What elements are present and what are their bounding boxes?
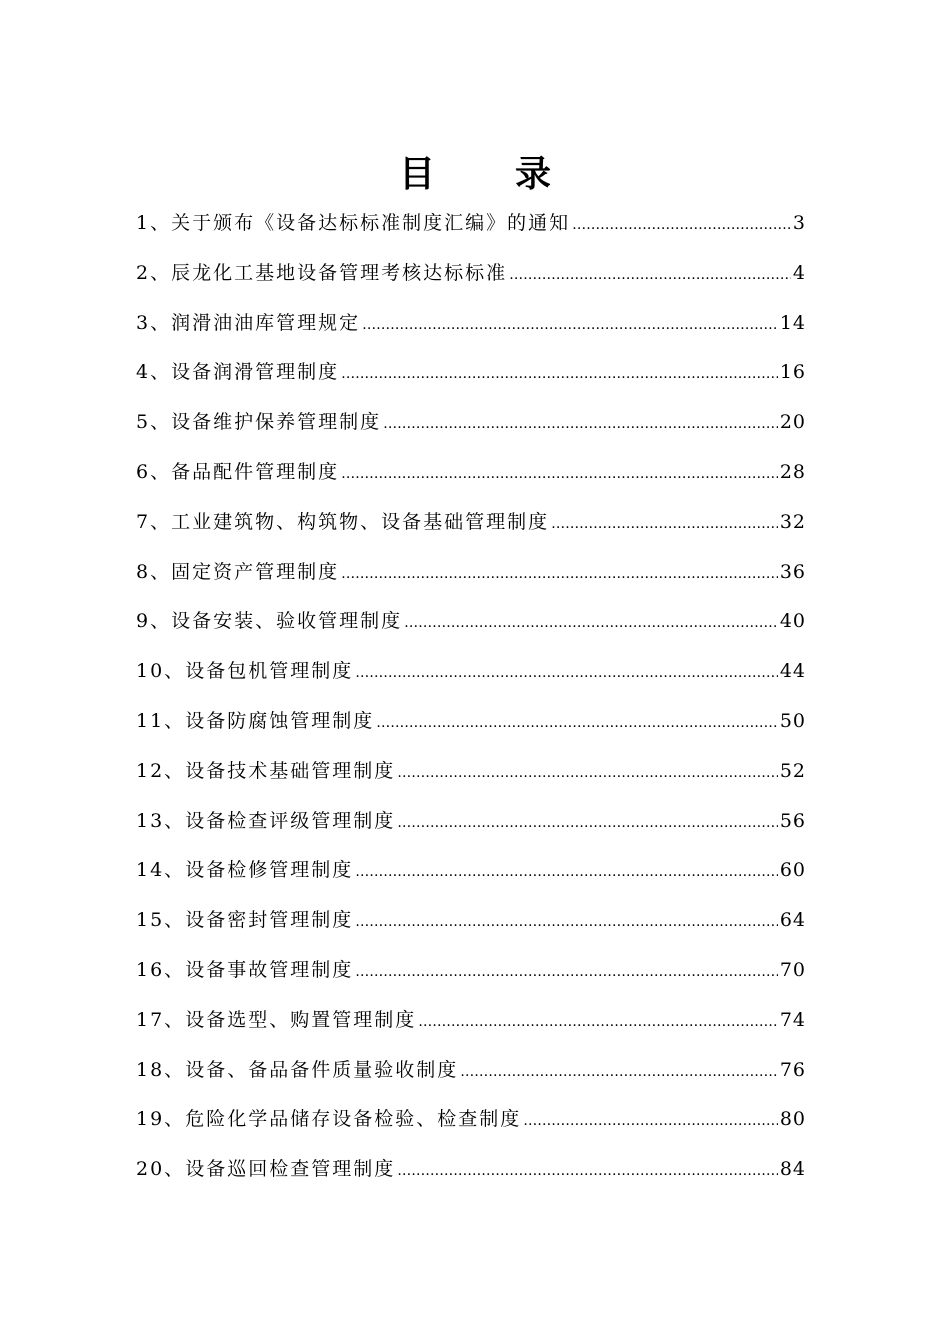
toc-entry[interactable] [136, 354, 806, 404]
toc-entry-page: 40 [779, 610, 806, 633]
toc-dot-leader [341, 356, 778, 392]
toc-entry[interactable] [136, 603, 806, 653]
toc-entry-number: 14、 [136, 859, 186, 882]
toc-entry-page: 28 [779, 460, 806, 483]
toc-dot-leader [376, 705, 778, 741]
toc-entry-number: 7、 [136, 510, 172, 533]
toc-dot-leader [551, 506, 778, 542]
toc-entry-page: 20 [779, 411, 806, 434]
toc-entry[interactable] [136, 1002, 806, 1052]
toc-entry-title: 设备包机管理制度 [185, 660, 354, 683]
toc-entry-title: 设备选型、购置管理制度 [185, 1008, 417, 1031]
toc-dot-leader [355, 904, 778, 940]
toc-entry-page: 84 [779, 1158, 806, 1181]
toc-entry-page: 76 [779, 1058, 806, 1081]
toc-entry-page: 14 [779, 311, 806, 334]
toc-entry-title: 润滑油油库管理规定 [171, 311, 361, 334]
toc-entry-number: 20、 [136, 1158, 186, 1181]
toc-entry-title: 设备安装、验收管理制度 [171, 610, 403, 633]
toc-entry-title: 设备润滑管理制度 [171, 361, 340, 384]
table-of-contents [136, 205, 806, 1201]
page-title [0, 150, 950, 200]
toc-entry-page: 70 [779, 958, 806, 981]
toc-entry-title: 设备维护保养管理制度 [171, 411, 382, 434]
toc-entry[interactable] [136, 255, 806, 305]
toc-dot-leader [460, 1054, 778, 1090]
toc-entry-page: 32 [779, 510, 806, 533]
toc-entry-number: 15、 [136, 909, 186, 932]
toc-dot-leader [341, 456, 778, 492]
toc-dot-leader [418, 1004, 778, 1040]
toc-entry-number: 13、 [136, 809, 186, 832]
toc-entry[interactable] [136, 703, 806, 753]
toc-entry-number: 16、 [136, 958, 186, 981]
toc-entry-title: 辰龙化工基地设备管理考核达标标准 [171, 261, 508, 284]
toc-entry-page: 56 [779, 809, 806, 832]
toc-entry[interactable] [136, 554, 806, 604]
toc-entry-page: 64 [779, 909, 806, 932]
toc-entry-page: 36 [779, 560, 806, 583]
toc-entry[interactable] [136, 404, 806, 454]
toc-entry-title: 设备检查评级管理制度 [185, 809, 396, 832]
toc-dot-leader [341, 556, 778, 592]
toc-entry-page: 44 [779, 660, 806, 683]
toc-entry-title: 固定资产管理制度 [171, 560, 340, 583]
title-char-1: 目 [398, 154, 435, 195]
toc-entry-page: 3 [792, 212, 806, 234]
toc-entry-title: 设备事故管理制度 [185, 958, 354, 981]
toc-entry-number: 2、 [136, 261, 172, 284]
toc-entry-title: 设备防腐蚀管理制度 [185, 709, 375, 732]
toc-entry-number: 9、 [136, 610, 172, 633]
toc-entry-number: 8、 [136, 560, 172, 583]
toc-dot-leader [397, 1153, 778, 1189]
toc-entry-title: 设备、备品备件质量验收制度 [185, 1058, 459, 1081]
toc-entry-title: 设备检修管理制度 [185, 859, 354, 882]
toc-entry-page: 4 [792, 261, 806, 284]
toc-entry-page: 60 [779, 859, 806, 882]
toc-entry-page: 16 [779, 361, 806, 384]
toc-entry-title: 关于颁布《设备达标标准制度汇编》的通知 [171, 212, 571, 234]
toc-entry-title: 设备技术基础管理制度 [185, 759, 396, 782]
toc-entry[interactable] [136, 1151, 806, 1201]
toc-entry-number: 3、 [136, 311, 172, 334]
toc-entry-number: 18、 [136, 1058, 186, 1081]
toc-entry-number: 1、 [136, 212, 172, 234]
toc-entry[interactable] [136, 653, 806, 703]
toc-entry[interactable] [136, 454, 806, 504]
toc-dot-leader [397, 805, 778, 841]
toc-dot-leader [523, 1103, 778, 1139]
toc-dot-leader [355, 854, 778, 890]
toc-entry[interactable] [136, 305, 806, 355]
toc-entry-number: 5、 [136, 411, 172, 434]
toc-entry[interactable] [136, 952, 806, 1002]
toc-entry-title: 设备密封管理制度 [185, 909, 354, 932]
toc-entry[interactable] [136, 902, 806, 952]
toc-entry-title: 工业建筑物、构筑物、设备基础管理制度 [171, 510, 550, 533]
toc-dot-leader [404, 605, 778, 641]
toc-entry-number: 10、 [136, 660, 186, 683]
toc-dot-leader [509, 257, 791, 293]
toc-entry-page: 52 [779, 759, 806, 782]
toc-entry[interactable] [136, 205, 806, 255]
toc-dot-leader [397, 755, 778, 791]
toc-entry-number: 6、 [136, 460, 172, 483]
toc-dot-leader [355, 954, 778, 990]
toc-entry-number: 19、 [136, 1108, 186, 1131]
toc-dot-leader [355, 655, 778, 691]
toc-entry[interactable] [136, 1052, 806, 1102]
toc-entry-page: 50 [779, 709, 806, 732]
toc-entry-page: 80 [779, 1108, 806, 1131]
toc-entry-page: 74 [779, 1008, 806, 1031]
toc-entry[interactable] [136, 1101, 806, 1151]
toc-dot-leader [383, 406, 778, 442]
title-char-2: 录 [515, 154, 552, 195]
toc-entry-title: 设备巡回检查管理制度 [185, 1158, 396, 1181]
toc-entry-number: 12、 [136, 759, 186, 782]
toc-entry-title: 备品配件管理制度 [171, 460, 340, 483]
toc-entry-number: 17、 [136, 1008, 186, 1031]
toc-entry-number: 4、 [136, 361, 172, 384]
toc-dot-leader [572, 207, 791, 243]
toc-entry[interactable] [136, 852, 806, 902]
toc-dot-leader [362, 307, 778, 343]
toc-entry[interactable] [136, 504, 806, 554]
toc-entry-title: 危险化学品储存设备检验、检查制度 [185, 1108, 522, 1131]
toc-entry-number: 11、 [136, 709, 186, 732]
toc-entry[interactable] [136, 803, 806, 853]
toc-entry[interactable] [136, 753, 806, 803]
